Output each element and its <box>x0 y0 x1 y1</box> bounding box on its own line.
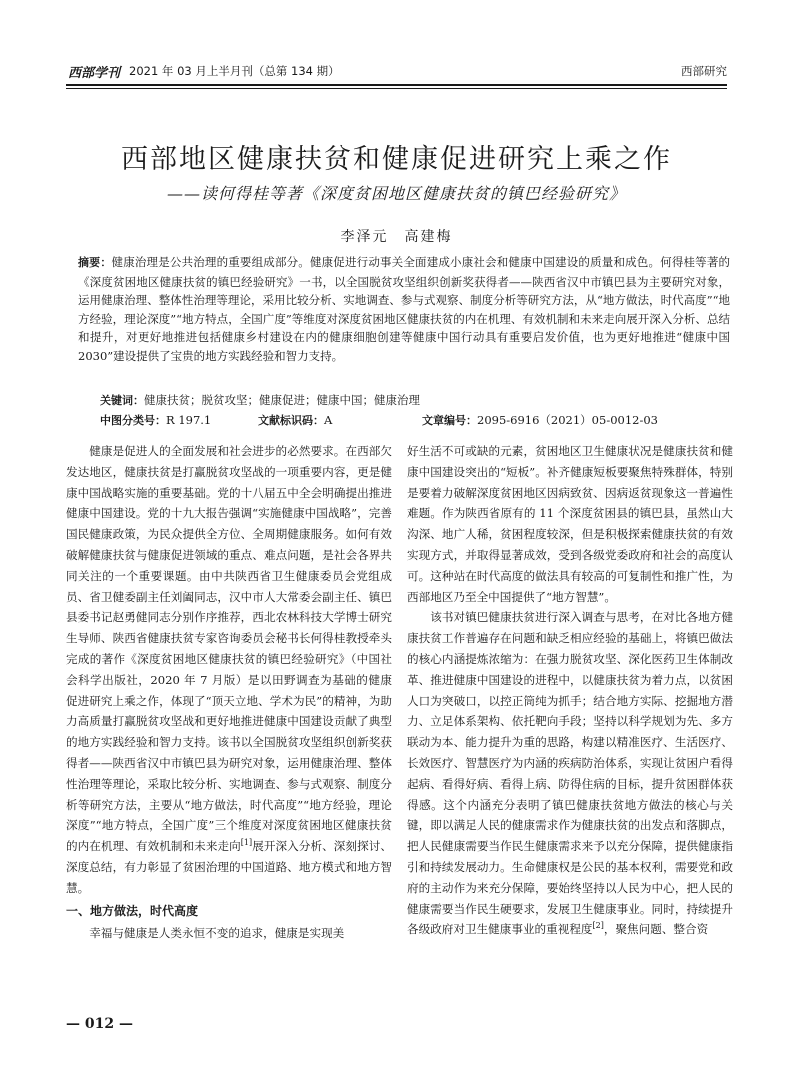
running-header <box>68 62 727 82</box>
body-left-column <box>66 441 392 943</box>
paragraph: 好生活不可或缺的元素，贫困地区卫生健康状况是健康扶贫和健康中国建设突出的“短板”。补齐健康短板要聚焦特殊群体，特别是要着力破解深度贫困地区因病致贫、因病返贫现象这一普遍性难题。作为陕西省原有的 11 个深度贫困县的镇巴县，虽然山大沟深、地广人稀，贫困程度较深，但是积极探索健康扶贫的有效实现方式，并取得显著成效，受到各级党委政府和社会的高度认可。这种站在时代高度的做法具有较高的可复制性和推广性，为西部地区乃至全中国提供了“地方智慧”。 <box>407 444 733 604</box>
article-number <box>422 412 658 428</box>
issue-info: 2021 年 03 月上半月刊（总第 134 期） <box>129 64 340 78</box>
citation: [1] <box>240 838 253 848</box>
paragraph: 健康是促进人的全面发展和社会进步的必然要求。在西部欠发达地区，健康扶贫是打赢脱贫攻坚战的一项重要内容，更是健康中国战略实施的重要基础。党的十八届五中全会明确提出推进健康中国建设。党的十九大报告强调“实施健康中国战略”，完善国民健康政策，为民众提供全方位、全周期健康服务。如何有效破解健康扶贫与健康促进领域的重点、难点问题，是社会各界共同关注的一个重要课题。由中共陕西省卫生健康委员会党组成员、省卫健委副主任刘阖同志，汉中市人大常委会副主任、镇巴县委书记赵勇健同志分别作序推荐，西北农林科技大学博士研究生导师、陕西省健康扶贫专家咨询委员会秘书长何得桂教授牵头完成的著作《深度贫困地区健康扶贫的镇巴经验研究》（中国社会科学出版社，2020 年 7 月版）是以田野调查为基础的健康促进研究上乘之作，体现了“顶天立地、学术为民”的精神，为助力高质量打赢脱贫攻坚战和更好地推进健康中国建设贡献了典型的地方实践经验和智力支持。该书以全国脱贫攻坚组织创新奖获得者——陕西省汉中市镇巴县为研究对象，运用健康治理、整体性治理等理论，采取比较分析、实地调查、参与式观察、制度分析等研究方法，主要从“地方做法，时代高度”“地方经验，理论深度”“地方特点，全国广度”三个维度对深度贫困地区健康扶贫的内在机理、有效机制和未来走向[1]展开深入分析、深刻探讨、深度总结，有力彰显了贫困治理的中国道路、地方模式和地方智慧。 <box>66 444 392 895</box>
art-value: 2095-6916（2021）05-0012-03 <box>477 413 658 427</box>
paragraph: 该书对镇巴健康扶贫进行深入调查与思考，在对比各地方健康扶贫工作普遍存在问题和缺乏相应经验的基础上，将镇巴做法的核心内涵提炼浓缩为：在强力脱贫攻坚、深化医药卫生体制改革、推进健康中国建设的进程中，以健康扶贫为着力点，以贫困人口为突破口，以控正筒纯为抓手；结合地方实际、挖掘地方潜力、立足体系架构、依托靶向手段；坚持以科学规划为先、多方联动为本、能力提升为重的思路，构建以精准医疗、生活医疗、长效医疗、智慧医疗为内涵的疾病防治体系，实现让贫困户看得起病、看得好病、看得上病、防得住病的目标，提升贫困群体获得感。这个内涵充分表明了镇巴健康扶贫地方做法的核心与关键，即以满足人民的健康需求作为健康扶贫的出发点和落脚点，把人民健康需要当作民生健康需求来予以充分保障，提供健康指引和持续发展动力。生命健康权是公民的基本权利，需要党和政府的主动作为来充分保障，要始终坚持以人民为中心，把人民的健康需要当作民生硬要求，发展卫生健康事业。同时，持续提升各级政府对卫生健康事业的重视程度[2]，聚焦问题、整合资 <box>407 610 733 937</box>
abstract-text: 健康治理是公共治理的重要组成部分。健康促进行动事关全面建成小康社会和健康中国建设的质量和成色。何得桂等著的《深度贫困地区健康扶贫的镇巴经验研究》一书，以全国脱贫攻坚组织创新奖获得者——陕西省汉中市镇巴县为主要研究对象，运用健康治理、整体性治理等理论，采用比较分析、实地调查、参与式观察、制度分析等研究方法，从“地方做法，时代高度”“地方经验，理论深度”“地方特点，全国广度”等维度对深度贫困地区健康扶贫的内在机理、有效机制和未来走向展开深入分析、总结和提升，对更好地推进包括健康乡村建设在内的健康细胞创建等健康中国行动具有重要启发价值，也为更好地推进“健康中国 2030”建设提供了宝贵的地方实践经验和智力支持。 <box>78 255 731 363</box>
article-subtitle: ——读何得桂等著《深度贫困地区健康扶贫的镇巴经验研究》 <box>166 184 626 203</box>
article-title: 西部地区健康扶贫和健康促进研究上乘之作 <box>121 144 672 175</box>
body-right-column <box>407 441 733 940</box>
clc-number <box>100 412 211 428</box>
article-meta <box>100 412 720 428</box>
journal-logo: 西部学刊 <box>68 66 121 81</box>
keywords <box>100 392 720 408</box>
abstract <box>78 253 730 366</box>
article-authors: 李泽元 高建梅 <box>340 229 453 245</box>
abstract-label: 摘要： <box>78 256 112 269</box>
citation: [2] <box>592 921 604 931</box>
document-code <box>258 412 332 428</box>
clc-label: 中图分类号： <box>100 414 166 427</box>
art-label: 文章编号： <box>422 414 477 427</box>
header-rule <box>66 84 727 86</box>
clc-value: R 197.1 <box>166 413 212 427</box>
doc-label: 文献标识码： <box>258 414 324 427</box>
paragraph: 幸福与健康是人类永恒不变的追求，健康是实现美 <box>89 925 345 940</box>
keywords-text: 健康扶贫；脱贫攻坚；健康促进；健康中国；健康治理 <box>144 393 420 407</box>
page-number: — 012 — <box>66 1016 133 1032</box>
section-heading: 一、地方做法，时代高度 <box>66 903 199 918</box>
header-rule-thin <box>66 88 727 89</box>
section-name: 西部研究 <box>681 64 727 78</box>
keywords-label: 关键词： <box>100 394 144 407</box>
doc-value: A <box>324 413 333 427</box>
